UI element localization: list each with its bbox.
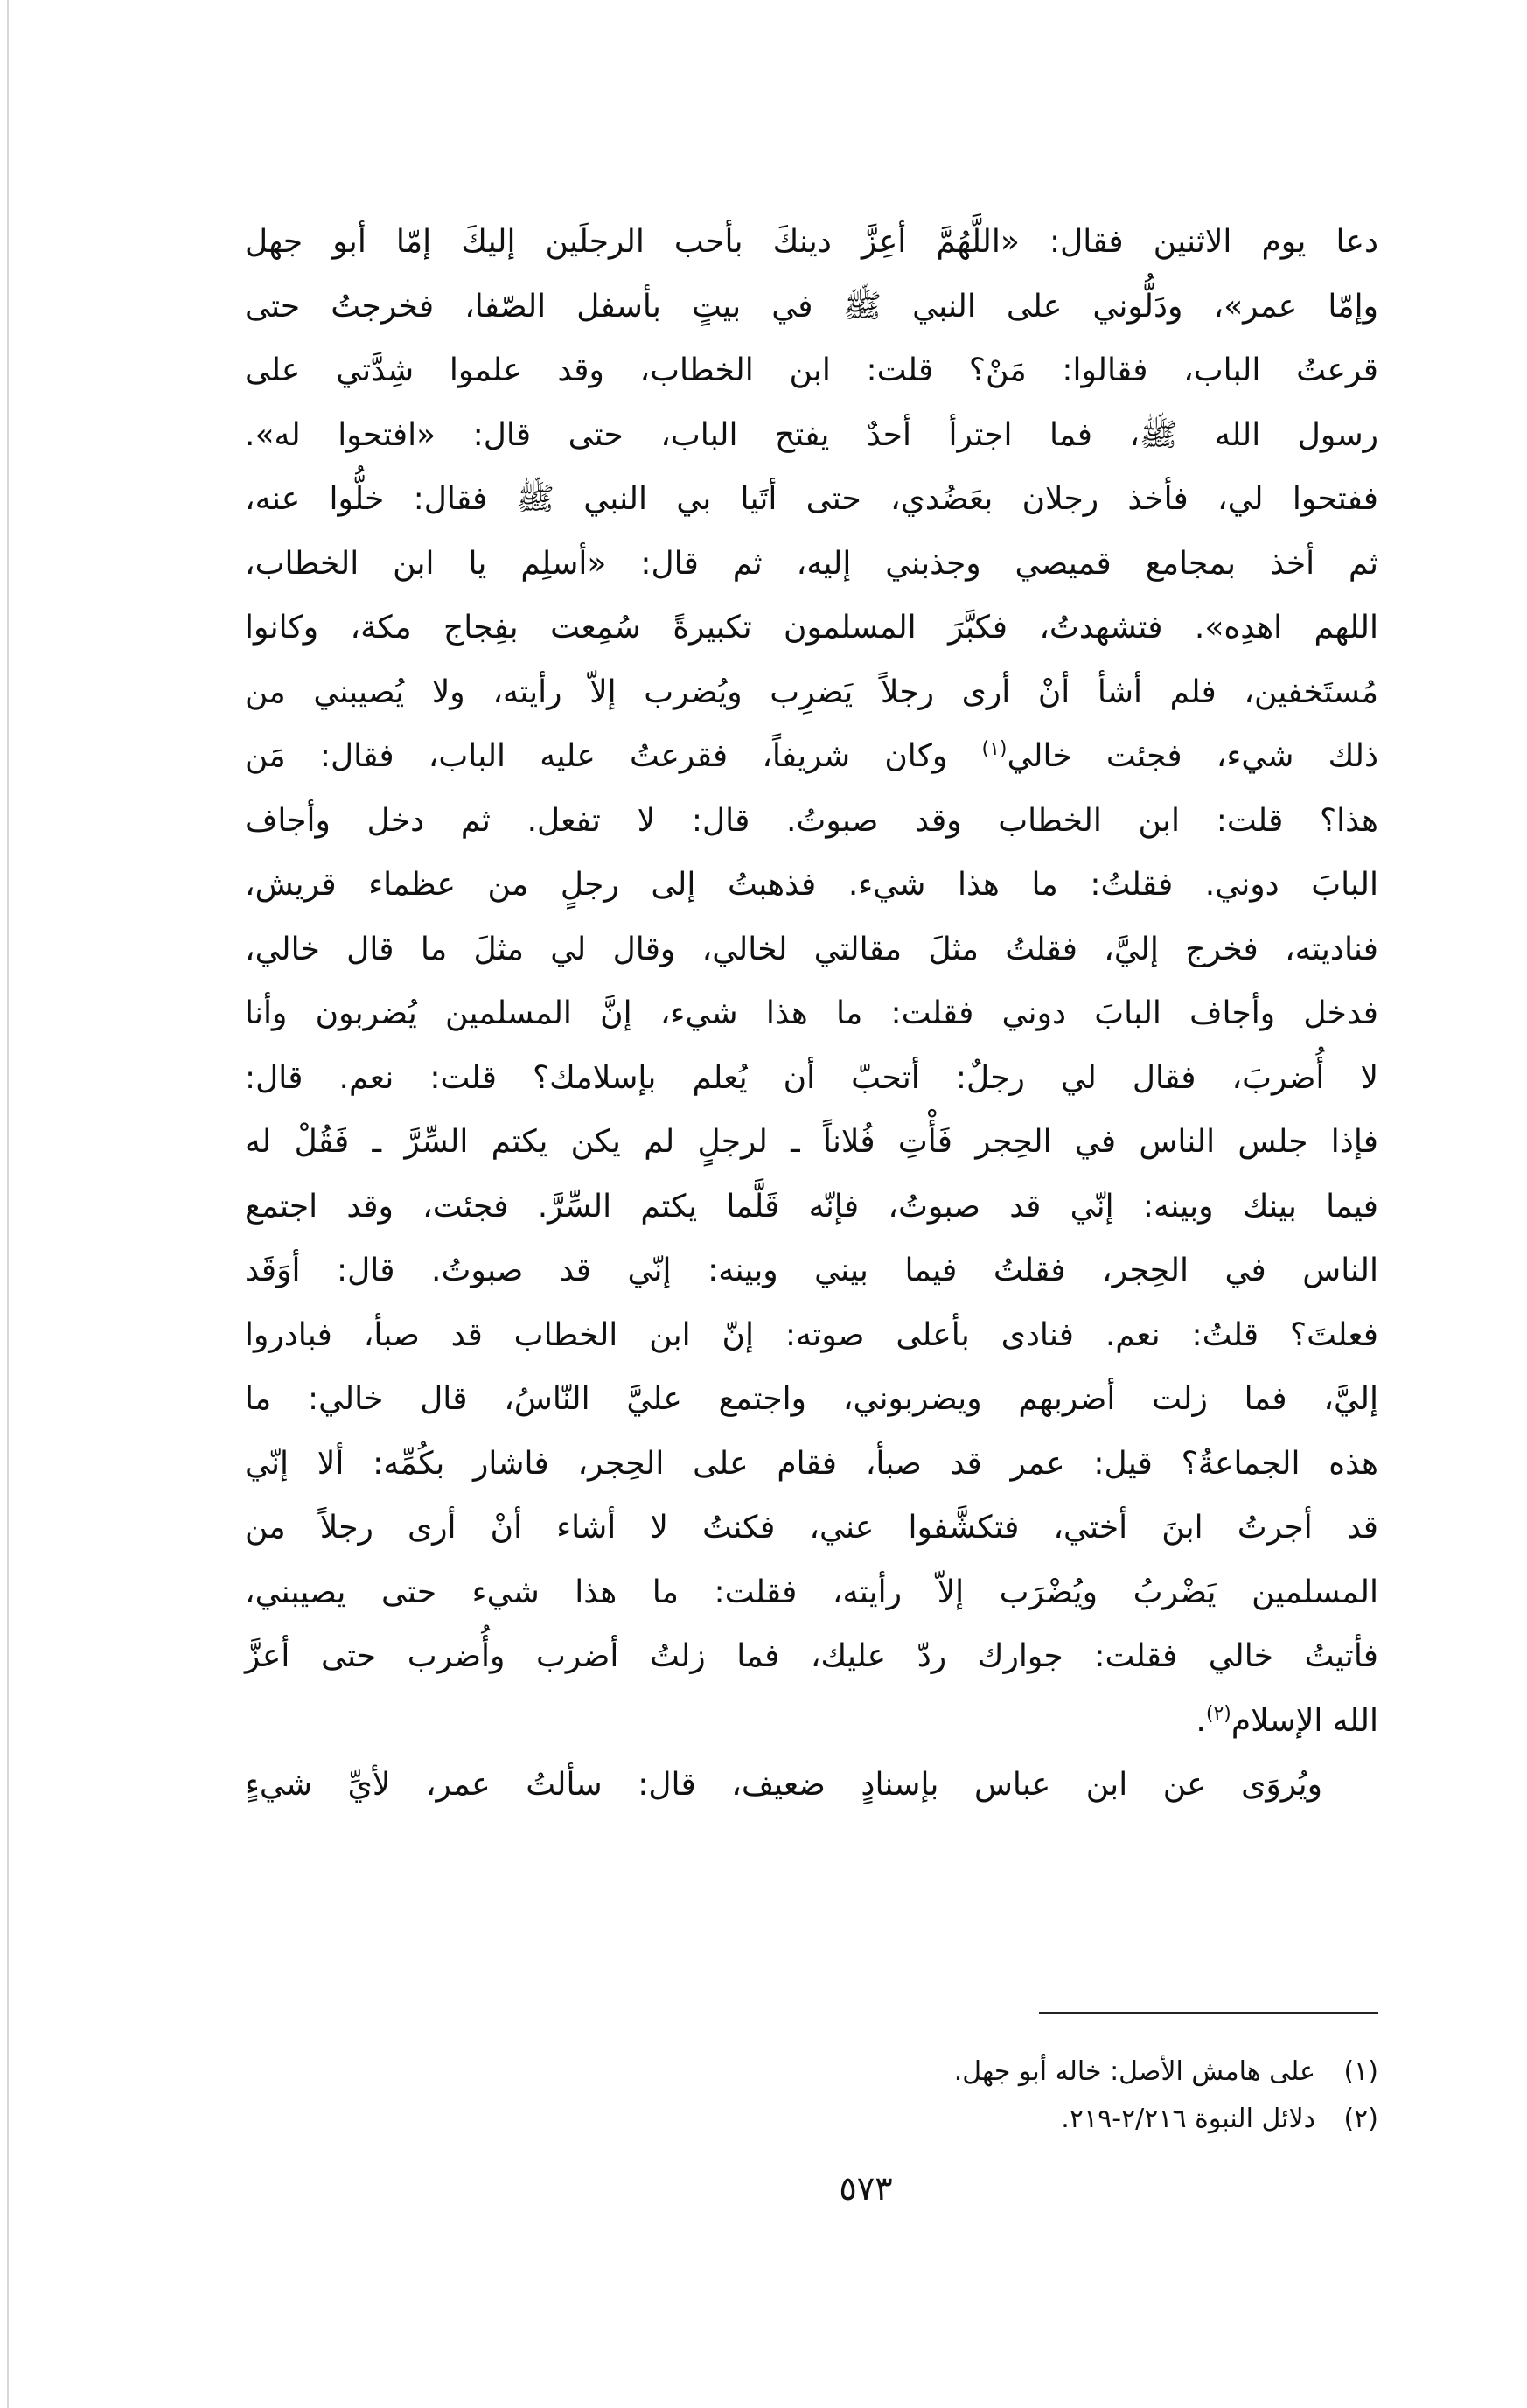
text-line	[245, 532, 1378, 597]
text-line	[245, 1753, 1378, 1818]
line-text: فناديته، فخرج إليَّ، فقلتُ مثلَ مقالتي لخالي، وقال لي مثلَ ما قال خالي،	[245, 931, 1378, 967]
line-text: فيما بينك وبينه: إنّي قد صبوتُ، فإنّه قَلَّما يكتم السِّرَّ. فجئت، وقد اجتمع	[245, 1188, 1378, 1225]
text-line	[245, 1689, 1378, 1754]
line-text: دعا يوم الاثنين فقال: «اللَّهُمَّ أعِزَّ دينكَ بأحب الرجلَين إليكَ إمّا أبو جهل	[245, 224, 1378, 260]
text-line	[245, 1110, 1378, 1175]
line-text: ففتحوا لي، فأخذ رجلان بعَضُدي، حتى أتَيا بي النبي ﷺ فقال: خلُّوا عنه،	[245, 481, 1378, 517]
line-text: هذه الجماعةُ؟ قيل: عمر قد صبأ، فقام على الحِجر، فاشار بكُمِّه: ألا إنّي	[245, 1445, 1378, 1482]
line-text: الناس في الحِجر، فقلتُ فيما بيني وبينه: إنّي قد صبوتُ. قال: أوَقَد	[245, 1253, 1378, 1288]
text-line	[245, 918, 1378, 982]
text-line	[245, 275, 1378, 339]
line-text: البابَ دوني. فقلتُ: ما هذا شيء. فذهبتُ إلى رجلٍ من عظماء قريش،	[245, 867, 1378, 903]
line-text: ثم أخذ بمجامع قميصي وجذبني إليه، ثم قال: «أسلِم يا ابن الخطاب،	[245, 545, 1378, 582]
text-line	[245, 853, 1378, 918]
line-text: رسول الله ﷺ، فما اجترأ أحدٌ يفتح الباب، حتى قال: «افتحوا له».	[245, 416, 1378, 453]
page-number: ٥٧٣	[839, 2169, 893, 2208]
line-text: مُستَخفين، فلم أشأ أنْ أرى رجلاً يَضرِب ويُضرب إلاّ رأيته، ولا يُصيبني من	[245, 674, 1378, 710]
line-text: فعلتَ؟ قلتُ: نعم. فنادى بأعلى صوته: إنّ ابن الخطاب قد صبأ، فبادروا	[245, 1316, 1378, 1353]
line-text: وإمّا عمر»، ودَلُّوني على النبي ﷺ في بيتٍ بأسفل الصّفا، فخرجتُ حتى	[245, 288, 1378, 325]
footnote-number: (٢)	[1343, 2104, 1378, 2134]
footnote-text: على هامش الأصل: خاله أبو جهل.	[953, 2056, 1315, 2087]
line-text-continued: .	[1196, 1702, 1206, 1739]
text-line	[245, 1367, 1378, 1432]
line-text: الله الإسلام	[1231, 1702, 1378, 1739]
footnote-separator	[1039, 2012, 1378, 2014]
footnote-text: دلائل النبوة ٢/٢١٦-٢١٩.	[1061, 2104, 1315, 2134]
text-line	[245, 789, 1378, 854]
footnote-marker: (٢)	[1205, 1702, 1231, 1725]
text-line	[245, 1239, 1378, 1303]
footnotes	[612, 2049, 1378, 2143]
text-line	[245, 1496, 1378, 1560]
text-line	[245, 210, 1378, 275]
text-line	[245, 1175, 1378, 1239]
line-text: إليَّ، فما زلت أضربهم ويضربوني، واجتمع عليَّ النّاسُ، قال خالي: ما	[245, 1381, 1378, 1417]
line-text: اللهم اهدِه». فتشهدتُ، فكبَّرَ المسلمون تكبيرةً سُمِعت بفِجاج مكة، وكانوا	[245, 610, 1378, 646]
line-text: فإذا جلس الناس في الحِجر فَأْتِ فُلاناً ـ لرجلٍ لم يكن يكتم السِّرَّ ـ فَقُلْ له	[245, 1124, 1378, 1160]
line-text: فدخل وأجاف البابَ دوني فقلت: ما هذا شيء، إنَّ المسلمين يُضربون وأنا	[245, 995, 1378, 1031]
footnote	[612, 2049, 1378, 2096]
line-text: ذلك شيء، فجئت خالي	[1007, 738, 1378, 774]
text-line	[245, 1432, 1378, 1497]
text-line	[245, 724, 1378, 789]
line-text: ويُروَى عن ابن عباس بإسنادٍ ضعيف، قال: سألتُ عمر، لأيِّ شيءٍ	[245, 1767, 1322, 1803]
line-text: قرعتُ الباب، فقالوا: مَنْ؟ قلت: ابن الخطاب، وقد علموا شِدَّتي على	[245, 352, 1378, 388]
text-line	[245, 403, 1378, 468]
text-line	[245, 1624, 1378, 1689]
line-text-continued: وكان شريفاً، فقرعتُ عليه الباب، فقال: مَن	[245, 738, 982, 774]
footnote-number: (١)	[1343, 2056, 1378, 2087]
text-line	[245, 981, 1378, 1046]
text-line	[245, 339, 1378, 403]
line-text: لا أُضربَ، فقال لي رجلٌ: أتحبّ أن يُعلم بإسلامك؟ قلت: نعم. قال:	[245, 1059, 1378, 1096]
text-line	[245, 596, 1378, 660]
text-line	[245, 660, 1378, 725]
line-text: هذا؟ قلت: ابن الخطاب وقد صبوتُ. قال: لا تفعل. ثم دخل وأجاف	[245, 802, 1378, 839]
text-line	[245, 1303, 1378, 1368]
footnote	[612, 2096, 1378, 2143]
body-text	[245, 210, 1378, 1818]
line-text: قد أجرتُ ابنَ أختي، فتكشَّفوا عني، فكنتُ لا أشاء أنْ أرى رجلاً من	[245, 1510, 1378, 1546]
text-line	[245, 1560, 1378, 1625]
text-line	[245, 1046, 1378, 1111]
text-line	[245, 467, 1378, 532]
page-edge	[7, 0, 9, 2408]
line-text: فأتيتُ خالي فقلت: جوارك ردّ عليك، فما زلتُ أضرب وأُضرب حتى أعزَّ	[245, 1638, 1378, 1674]
footnote-marker: (١)	[981, 738, 1008, 760]
line-text: المسلمين يَضْربُ ويُضْرَب إلاّ رأيته، فقلت: ما هذا شيء حتى يصيبني،	[245, 1574, 1378, 1610]
